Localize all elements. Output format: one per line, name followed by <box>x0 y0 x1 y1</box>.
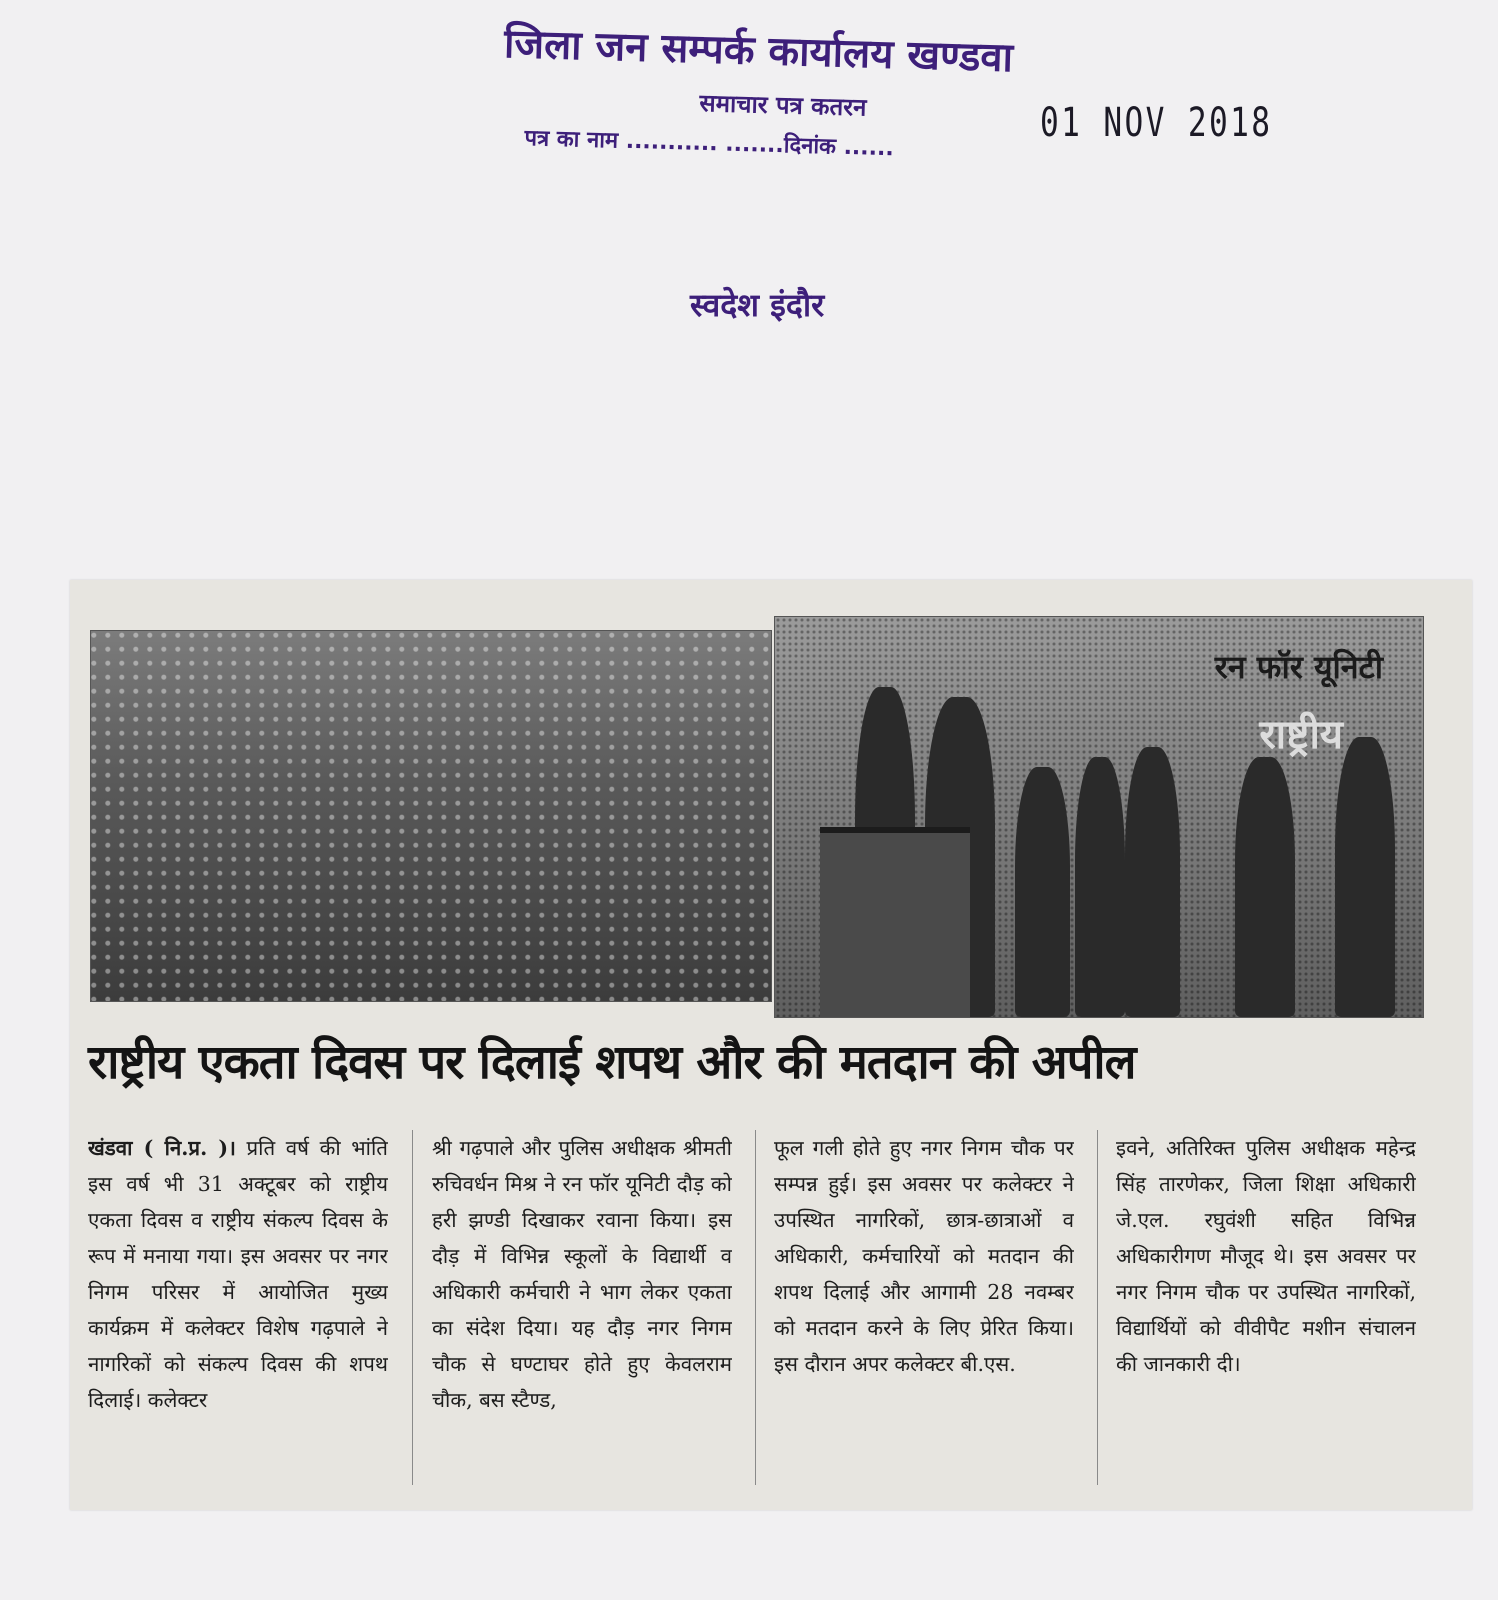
article-column-4: इवने, अतिरिक्त पुलिस अधीक्षक महेन्द्र सिंह तारणेकर, जिला शिक्षा अधिकारी जे.एल. रघुवंशी सहित विभिन्न अधिकारीगण मौजूद थे। इस अवसर पर नगर निगम चौक पर उपस्थित नागरिकों, विद्यार्थियों को वीवीपैट मशीन संचालन की जानकारी दी। <box>1116 1136 1416 1376</box>
stamp-office-title: जिला जन सम्पर्क कार्यालय खण्डवा <box>503 20 1014 82</box>
photo-banner-text: रन फॉर यूनिटी <box>1214 648 1383 686</box>
column-text: प्रति वर्ष की भांति इस वर्ष भी 31 अक्टूबर को राष्ट्रीय एकता दिवस व राष्ट्रीय संकल्प दिवस के रूप में मनाया गया। इस अवसर पर नगर निगम परिसर में आयोजित मुख्य कार्यक्रम में कलेक्टर विशेष गढ़पाले ने नागरिकों को संकल्प दिवस की शपथ दिलाई। कलेक्टर <box>88 1136 388 1412</box>
crowd-photo <box>90 630 772 1002</box>
podium-shape <box>820 827 970 1018</box>
stamp-subtitle: समाचार पत्र कतरन <box>699 88 867 122</box>
column-divider <box>755 1130 756 1485</box>
dateline: खंडवा ( नि.प्र. )। <box>88 1136 236 1160</box>
person-figure <box>1125 747 1180 1017</box>
newspaper-clipping <box>70 580 1472 1510</box>
person-figure <box>1015 767 1070 1017</box>
column-divider <box>412 1130 413 1485</box>
newspaper-name: स्वदेश इंदौर <box>690 286 825 324</box>
stamp-fields: पत्र का नाम ........... .......दिनांक ...... <box>524 125 895 162</box>
podium-photo <box>774 616 1424 1018</box>
headline: राष्ट्रीय एकता दिवस पर दिलाई शपथ और की मतदान की अपील <box>88 1035 1136 1090</box>
column-divider <box>1097 1130 1098 1485</box>
photo-banner-word: राष्ट्रीय <box>1259 712 1343 758</box>
person-figure <box>1335 737 1395 1017</box>
person-figure <box>1075 757 1125 1017</box>
person-figure <box>1235 757 1295 1017</box>
stamp-date: 01 NOV 2018 <box>1040 100 1273 146</box>
article-column-1 <box>88 1130 388 1490</box>
article-column-3: फूल गली होते हुए नगर निगम चौक पर सम्पन्न हुई। इस अवसर पर कलेक्टर ने उपस्थित नागरिकों, छात्र-छात्राओं व अधिकारी, कर्मचारियों को मतदान की शपथ दिलाई और आगामी 28 नवम्बर को मतदान करने के लिए प्रेरित किया। इस दौरान अपर कलेक्टर बी.एस. <box>774 1136 1074 1376</box>
article-column-2: श्री गढ़पाले और पुलिस अधीक्षक श्रीमती रुचिवर्धन मिश्र ने रन फॉर यूनिटी दौड़ को हरी झण्डी दिखाकर रवाना किया। इस दौड़ में विभिन्न स्कूलों के विद्यार्थी व अधिकारी कर्मचारी ने भाग लेकर एकता का संदेश दिया। यह दौड़ नगर निगम चौक से घण्टाघर होते हुए केवलराम चौक, बस स्टैण्ड, <box>432 1136 732 1412</box>
